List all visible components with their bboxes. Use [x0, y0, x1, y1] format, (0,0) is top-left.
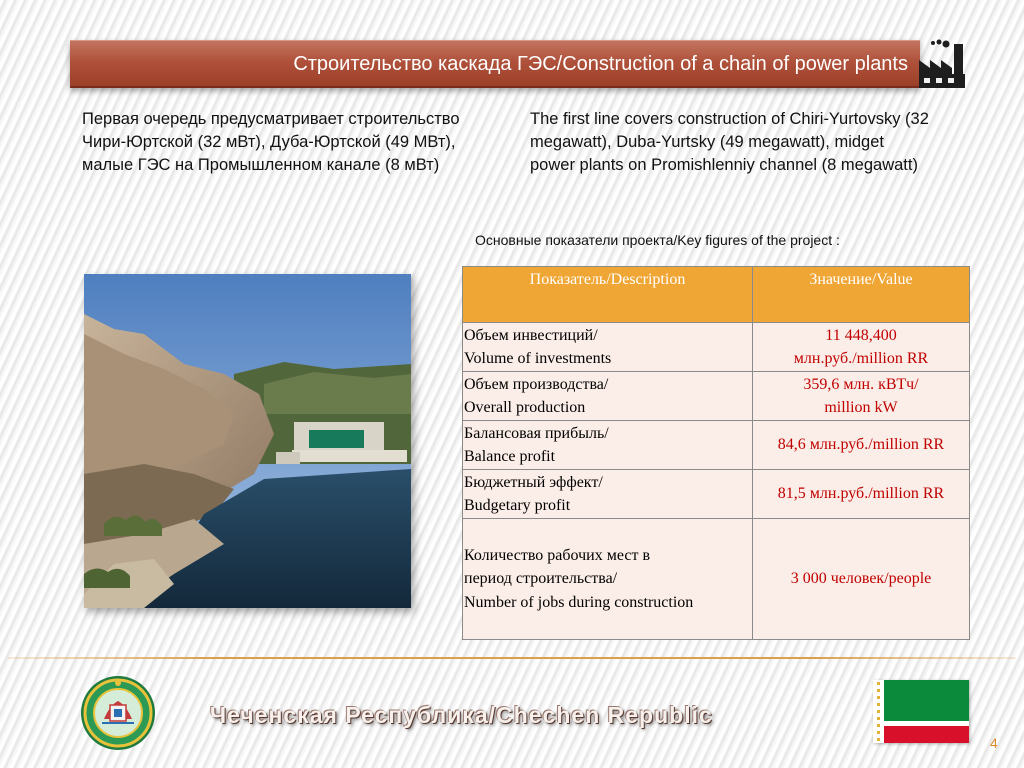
row-value-line1: 359,6 млн. кВТч/ [803, 375, 919, 393]
row-description-en: Volume of investments [464, 350, 612, 367]
row-description [463, 519, 753, 640]
row-value [753, 323, 970, 372]
title-bar [70, 40, 920, 88]
row-description-en: Number of jobs during construction [464, 593, 694, 611]
row-value-line2: млн.руб./million RR [793, 350, 929, 367]
row-description-ru: Бюджетный эффект/ [464, 473, 603, 491]
intro-text-ru: Первая очередь предусматривает строительство Чири-Юртской (32 мВт), Дуба-Юртской (49 МВт), малые ГЭС на Промышленном канале (8 мВт) [82, 110, 460, 174]
hydro-plant-photo [84, 274, 411, 608]
row-value-line1: 84,6 млн.руб./million RR [777, 436, 945, 454]
row-description-ru: Балансовая прибыль/ [464, 424, 609, 442]
row-description-ru-cont: период строительства/ [464, 570, 618, 588]
row-value [753, 372, 970, 421]
row-value-line2: million kW [824, 399, 898, 416]
table-caption: Основные показатели проекта/Key figures of the project : [475, 232, 840, 248]
row-description-en: Overall production [464, 399, 586, 416]
flag-green-band [884, 680, 969, 721]
row-description [463, 372, 753, 421]
chechen-flag-icon [873, 680, 969, 743]
table-row [463, 372, 970, 421]
row-description [463, 470, 753, 519]
header-description: Показатель/Description [463, 267, 753, 323]
flag-red-band [884, 726, 969, 743]
table-row [463, 421, 970, 470]
header-value: Значение/Value [753, 267, 970, 323]
row-value [753, 519, 970, 640]
factory-icon [916, 38, 968, 90]
row-description-ru: Объем производства/ [464, 375, 609, 393]
row-description-en: Balance profit [464, 448, 556, 465]
row-description [463, 323, 753, 372]
page-number: 4 [990, 735, 998, 751]
table-row [463, 519, 970, 640]
row-value [753, 470, 970, 519]
row-description [463, 421, 753, 470]
footer-divider [8, 657, 1016, 659]
row-description-ru: Количество рабочих мест в [464, 546, 651, 564]
flag-ornament-stripe [873, 680, 884, 743]
row-description-ru: Объем инвестиций/ [464, 326, 598, 344]
table-row [463, 323, 970, 372]
row-value-line1: 81,5 млн.руб./million RR [777, 485, 945, 503]
row-value [753, 421, 970, 470]
intro-text-en: The first line covers construction of Chiri-Yurtovsky (32 megawatt), Duba-Yurtsky (49 megawatt), midget power plants on Promishlenniy channel (8 megawatt) [530, 110, 929, 174]
key-figures-table [462, 266, 970, 640]
slide-title: Строительство каскада ГЭС/Construction of a chain of power plants [293, 53, 908, 75]
footer-title: Чеченская Республика/Chechen Republic [210, 702, 713, 728]
table-header-row [463, 267, 970, 323]
row-description-en: Budgetary profit [464, 497, 571, 514]
table-row [463, 470, 970, 519]
row-value-line1: 3 000 человек/people [790, 570, 932, 588]
chechen-emblem-icon [80, 675, 156, 751]
row-value-line1: 11 448,400 [825, 326, 897, 344]
